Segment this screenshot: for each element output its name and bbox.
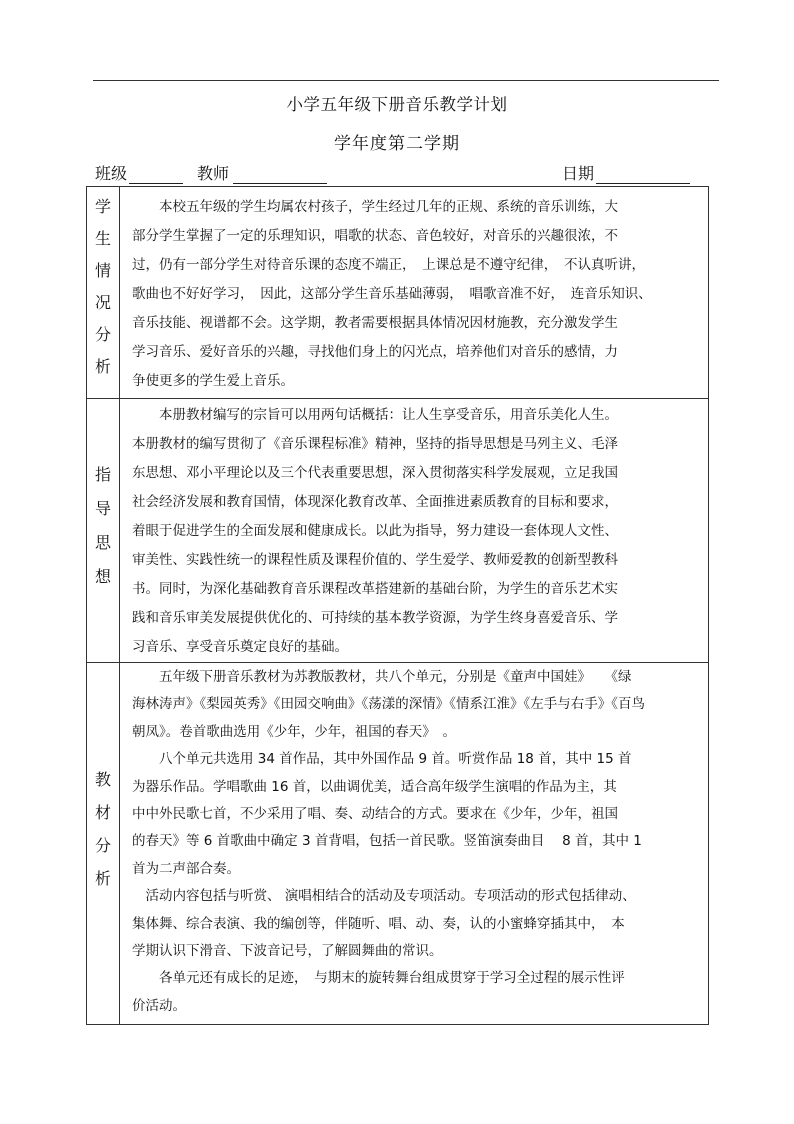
class-blank[interactable] [129, 165, 183, 184]
section-content-cell [120, 399, 709, 663]
top-rule [93, 80, 719, 81]
class-label: 班级 [95, 164, 128, 183]
teacher-label: 教师 [197, 164, 230, 183]
section-content-cell [120, 663, 709, 1025]
section-label-cell [87, 399, 120, 663]
guiding-thought-text: 本册教材编写的宗旨可以用两句话概括：让人生享受音乐，用音乐美化人生。 本册教材的编写贯彻了《音乐课程标准》精神，坚持的指导思想是马列主义、毛泽 东思想、邓小平理论以及三个代表重要思想，深入贯彻落实科学发展观，立足我国 社会经济发展和教育国情，体现深化教育改革、全面推进素质教育的目标和要求， 着眼于促进学生的全面发展和健康成长。以此为指导，努力建设一套体现人文性、 审美性、实践性统一的课程性质及课程价值的、学生爱学、教师爱教的创新型教科 书。同时，为深化基础教育音乐课程改革搭建新的基础台阶，为学生的音乐艺术实 践和音乐审美发展提供优化的、可持续的基本教学资源，为学生终身喜爱音乐、学 习音乐、享受音乐奠定良好的基础。 [132, 407, 618, 655]
section-row-textbook-analysis [87, 663, 709, 1025]
date-field [562, 161, 690, 184]
section-label-cell [87, 663, 120, 1025]
section-label-textbook-analysis: 教 材 分 析 [94, 770, 111, 888]
date-label: 日期 [562, 164, 595, 183]
textbook-analysis-text: 五年级下册音乐教材为苏教版教材，共八个单元，分别是《童声中国娃》 《绿 海林涛声》《梨园英秀》《田园交响曲》《荡漾的深情》《情系江淮》《左手与右手》《百鸟 朝凤》。卷首歌曲选用《少年，少年，祖国的春天》 。 八个单元共选用 34 首作品，其中外国作品 9 首。听赏作品 18 首，其中 15 首 为器乐作品。学唱歌曲 16 首，以曲调优美，适合高年级学生演唱的作品为主，其 中中外民歌七首，不少采用了唱、奏、动结合的方式。要求在《少年，少年，祖国 的春天》等 6 首歌曲中确定 3 首背唱，包括一首民歌。竖笛演奏曲目 8 首，其中 1 首为二声部合奏。 活动内容包括与听赏、 演唱相结合的活动及专项活动。专项活动的形式包括律动、 集体舞、综合表演、我的编创等，伴随听、唱、动、奏，认的小蜜蜂穿插其中， 本 学期认识下滑音、下波音记号，了解圆舞曲的常识。 各单元还有成长的足迹， 与期末的旋转舞台组成贯穿于学习全过程的展示性评 价活动。 [132, 669, 645, 1014]
document-title: 小学五年级下册音乐教学计划 [286, 95, 508, 114]
section-label-cell [87, 187, 120, 399]
teacher-field [197, 161, 327, 184]
class-field [95, 161, 183, 184]
document-subtitle: 学年度第二学期 [334, 134, 460, 154]
section-label-student-analysis: 学 生 情 况 分 析 [94, 197, 111, 376]
student-analysis-text: 本校五年级的学生均属农村孩子，学生经过几年的正规、系统的音乐训练，大 部分学生掌握了一定的乐理知识，唱歌的状态、音色较好，对音乐的兴趣很浓，不 过，仍有一部分学生对待音乐课的态度不端正， 上课总是不遵守纪律， 不认真听讲， 歌曲也不好好学习， 因此，这部分学生音乐基础薄弱， 唱歌音准不好， 连音乐知识、 音乐技能、视谱都不会。这学期，教者需要根据具体情况因材施教，充分激发学生 学习音乐、爱好音乐的兴趣，寻找他们身上的闪光点，培养他们对音乐的感情，力 争使更多的学生爱上音乐。 [132, 199, 652, 389]
info-row [95, 161, 695, 185]
plan-table [86, 186, 709, 1025]
section-content-cell [120, 187, 709, 399]
date-blank[interactable] [596, 165, 690, 184]
section-row-guiding-thought [87, 399, 709, 663]
section-label-guiding-thought: 指 导 思 想 [94, 465, 111, 586]
teacher-blank[interactable] [233, 165, 327, 184]
section-row-student-analysis [87, 187, 709, 399]
